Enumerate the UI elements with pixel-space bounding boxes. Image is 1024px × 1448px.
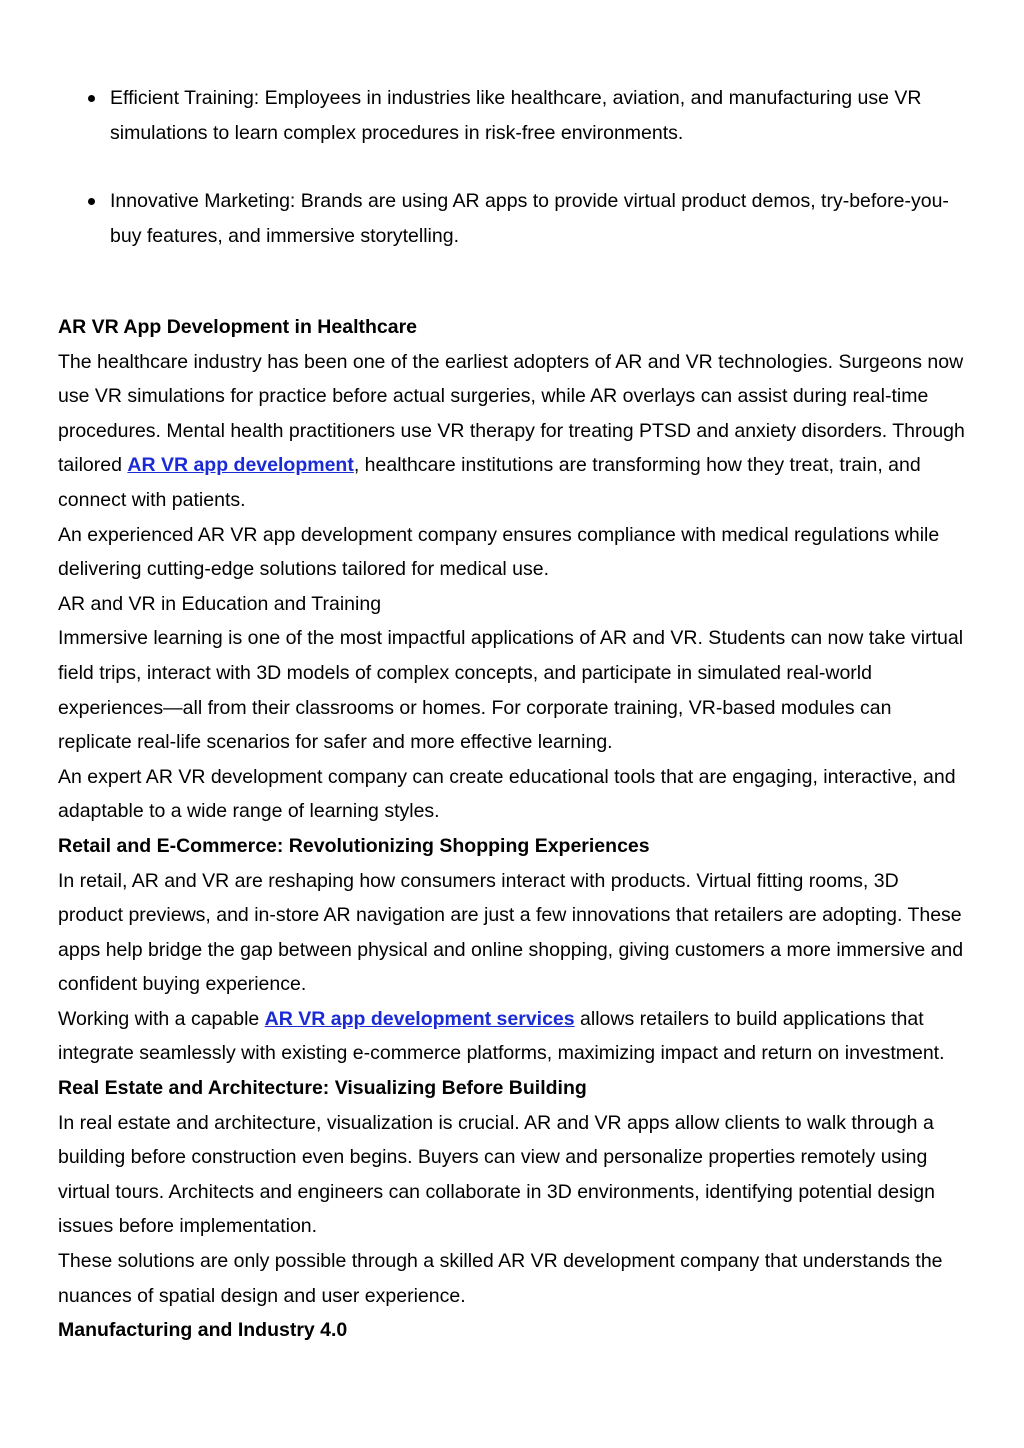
bullet-icon [88, 198, 95, 205]
section-heading-real-estate: Real Estate and Architecture: Visualizing Before Building [58, 1077, 587, 1100]
article-body [58, 310, 968, 1348]
bullet-text: Innovative Marketing: Brands are using AR apps to provide virtual product demos, try-before-you-buy features, and immersive storytelling. [110, 190, 949, 247]
paragraph-healthcare-2: An experienced AR VR app development company ensures compliance with medical regulations while delivering cutting-edge solutions tailored for medical use. [58, 523, 940, 581]
benefits-list [58, 81, 958, 287]
paragraph-text: , healthcare institutions are transforming how they treat, train, and connect with patients. [58, 454, 921, 511]
bullet-icon [88, 95, 95, 102]
paragraph-real-estate-1: In real estate and architecture, visualization is crucial. AR and VR apps allow clients to walk through a building before construction even begins. Buyers can view and personalize properties remotely using virtual tours. Architects and engineers can collaborate in 3D environments, identifying potential design issues before implementation. [58, 1111, 935, 1238]
paragraph-healthcare-1 [58, 345, 968, 518]
bullet-text: Efficient Training: Employees in industries like healthcare, aviation, and manufacturing use VR simulations to learn complex procedures in risk-free environments. [110, 87, 922, 144]
list-item [58, 81, 958, 150]
paragraph-retail-2 [58, 1002, 968, 1071]
ar-vr-app-development-services-link[interactable]: AR VR app development services [264, 1007, 575, 1030]
paragraph-real-estate-2: These solutions are only possible through a skilled AR VR development company that understands the nuances of spatial design and user experience. [58, 1250, 943, 1307]
list-item [58, 184, 958, 253]
section-heading-manufacturing: Manufacturing and Industry 4.0 [58, 1319, 348, 1342]
section-heading-retail: Retail and E-Commerce: Revolutionizing Shopping Experiences [58, 834, 650, 857]
paragraph-text: The healthcare industry has been one of the earliest adopters of AR and VR technologies. Surgeons now use VR simulations for practice before actual surgeries, while AR overlays can assist during real-time procedures. Mental health practitioners use VR therapy for treating PTSD and anxiety disorders. Through tailored [58, 350, 965, 477]
ar-vr-app-development-link[interactable]: AR VR app development [127, 454, 354, 477]
section-heading-healthcare: AR VR App Development in Healthcare [58, 316, 418, 338]
paragraph-text: Working with a capable [58, 1007, 265, 1030]
paragraph-education-1: Immersive learning is one of the most impactful applications of AR and VR. Students can now take virtual field trips, interact with 3D models of complex concepts, and participate in simulated real-world experiences—all from their classrooms or homes. For corporate training, VR-based modules can replicate real-life scenarios for safer and more effective learning. [58, 627, 964, 754]
paragraph-retail-1: In retail, AR and VR are reshaping how consumers interact with products. Virtual fitting rooms, 3D product previews, and in-store AR navigation are just a few innovations that retailers are adopting. These apps help bridge the gap between physical and online shopping, giving customers a more immersive and confident buying experience. [58, 869, 964, 996]
paragraph-text: allows retailers to build applications that integrate seamlessly with existing e-commerce platforms, maximizing impact and return on investment. [58, 1007, 945, 1065]
paragraph-education-2: An expert AR VR development company can create educational tools that are engaging, interactive, and adaptable to a wide range of learning styles. [58, 765, 956, 823]
section-heading-education: AR and VR in Education and Training [58, 592, 382, 615]
